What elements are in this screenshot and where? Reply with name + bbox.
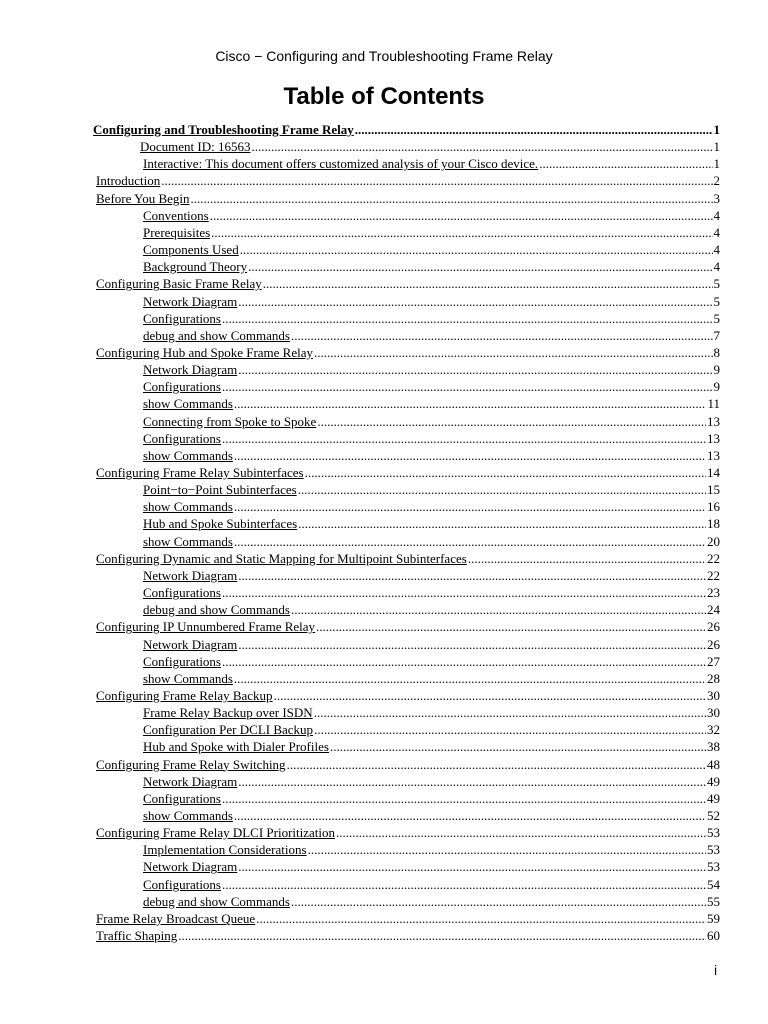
toc-entry-link[interactable]: Configurations: [143, 585, 221, 601]
dot-leader: [305, 464, 706, 481]
toc-page-number: 5: [713, 310, 720, 326]
toc-entry-link[interactable]: Frame Relay Broadcast Queue: [96, 910, 256, 926]
toc-entry[interactable]: [143, 361, 720, 378]
toc-entry-link[interactable]: show Commands: [143, 808, 233, 823]
toc-page-number: 2: [713, 173, 720, 189]
toc-entry-link[interactable]: Configurations: [143, 379, 221, 395]
dot-leader: [222, 584, 706, 601]
toc-page-number: 59: [707, 910, 720, 926]
toc-page-number: 26: [707, 619, 720, 635]
toc-entry[interactable]: [143, 258, 720, 275]
toc-entry[interactable]: [96, 927, 720, 944]
dot-leader: [161, 172, 712, 189]
toc-entry-link[interactable]: Configurations: [143, 876, 221, 892]
toc-page-number: 5: [713, 276, 720, 292]
toc-entry[interactable]: [143, 378, 720, 395]
dot-leader: [211, 224, 712, 241]
toc-entry-link[interactable]: Document ID: 16563: [140, 139, 251, 155]
toc-entry-link[interactable]: Prerequisites: [143, 224, 211, 240]
toc-entry-link[interactable]: Configuring Dynamic and Static Mapping for Multipoint Subinterfaces: [96, 550, 467, 566]
toc-entry[interactable]: [143, 841, 720, 858]
toc-page-number: 30: [707, 687, 720, 703]
toc-entry-link[interactable]: Configurations: [143, 430, 221, 446]
toc-entry[interactable]: [143, 498, 720, 515]
dot-leader: [330, 738, 706, 755]
toc-entry-link[interactable]: Configuring and Troubleshooting Frame Relay: [93, 122, 354, 137]
toc-entry[interactable]: [96, 910, 720, 927]
toc-entry-link[interactable]: show Commands: [143, 533, 233, 549]
toc-page-number: 22: [707, 550, 720, 566]
dot-leader: [314, 704, 706, 721]
toc-entry[interactable]: [143, 430, 720, 447]
toc-entry[interactable]: [143, 601, 720, 618]
toc-page-number: 7: [713, 327, 720, 343]
toc-entry[interactable]: [143, 515, 720, 532]
toc-page-number: 23: [707, 585, 720, 601]
toc-entry[interactable]: [143, 670, 720, 687]
toc-entry-link[interactable]: Configuring Frame Relay Subinterfaces: [96, 465, 304, 480]
toc-entry[interactable]: [143, 893, 720, 910]
running-header: Cisco − Configuring and Troubleshooting Frame Relay: [215, 48, 553, 64]
toc-page-number: 20: [707, 533, 720, 549]
toc-entry-link[interactable]: Background Theory: [143, 259, 248, 275]
toc-page-number: 27: [707, 653, 720, 669]
toc-entry-link[interactable]: Hub and Spoke with Dialer Profiles: [143, 739, 329, 755]
dot-leader: [222, 790, 706, 807]
toc-entry[interactable]: [143, 584, 720, 601]
dot-leader: [256, 910, 706, 927]
toc-entry[interactable]: [143, 533, 720, 550]
toc-entry-link[interactable]: Network Diagram: [143, 636, 238, 652]
dot-leader: [316, 618, 706, 635]
toc-entry[interactable]: [93, 121, 720, 138]
dot-leader: [238, 567, 706, 584]
dot-leader: [178, 927, 706, 944]
toc-entry[interactable]: [143, 721, 720, 738]
toc-page-number: 49: [707, 790, 720, 806]
toc-entry-link[interactable]: Implementation Considerations: [143, 842, 307, 858]
dot-leader: [222, 430, 706, 447]
dot-leader: [240, 241, 713, 258]
dot-leader: [234, 533, 706, 550]
toc-entry[interactable]: [96, 618, 720, 635]
toc-entry-link[interactable]: Conventions: [143, 207, 209, 223]
toc-entry-link[interactable]: Frame Relay Backup over ISDN: [143, 705, 313, 721]
toc-entry-link[interactable]: Hub and Spoke Subinterfaces: [143, 516, 298, 532]
toc-entry[interactable]: [143, 481, 720, 498]
toc-entry[interactable]: [96, 550, 720, 567]
dot-leader: [234, 498, 706, 515]
toc-entry[interactable]: [96, 687, 720, 704]
dot-leader: [222, 653, 706, 670]
toc-entry[interactable]: [143, 738, 720, 755]
dot-leader: [274, 687, 706, 704]
toc-page-number: 52: [707, 808, 720, 823]
dot-leader: [238, 858, 706, 875]
toc-entry[interactable]: [143, 224, 720, 241]
toc-entry[interactable]: [143, 413, 720, 430]
dot-leader: [539, 155, 712, 172]
toc-entry-link[interactable]: Introduction: [96, 173, 161, 189]
toc-entry-link[interactable]: Configurations: [143, 310, 221, 326]
toc-entry[interactable]: [143, 447, 720, 464]
toc-entry-link[interactable]: Before You Begin: [96, 190, 190, 206]
toc-entry[interactable]: [96, 464, 720, 481]
dot-leader: [314, 721, 706, 738]
toc-entry-link[interactable]: Configuring Frame Relay Switching: [96, 756, 286, 772]
toc-page-number: 53: [707, 859, 720, 875]
dot-leader: [291, 601, 706, 618]
toc-entry[interactable]: [96, 756, 720, 773]
dot-leader: [355, 121, 713, 138]
dot-leader: [234, 807, 706, 824]
toc-page-number: 9: [713, 379, 720, 395]
toc-entry[interactable]: [143, 653, 720, 670]
dot-leader: [298, 515, 706, 532]
toc-entry-link[interactable]: Configuring Hub and Spoke Frame Relay: [96, 344, 313, 360]
page-title: Table of Contents: [283, 83, 485, 110]
toc-entry-link[interactable]: Configuring IP Unnumbered Frame Relay: [96, 619, 316, 635]
toc-entry-link[interactable]: Components Used: [143, 242, 239, 258]
toc-entry-link[interactable]: show Commands: [143, 670, 233, 686]
page-number: i: [714, 962, 718, 978]
toc-page-number: 5: [713, 293, 720, 309]
toc-page-number: 53: [707, 842, 720, 858]
dot-leader: [317, 413, 706, 430]
toc-entry-link[interactable]: Configurations: [143, 790, 221, 806]
toc-page-number: 54: [707, 876, 720, 892]
dot-leader: [238, 361, 712, 378]
toc-page-number: 26: [707, 636, 720, 652]
toc-entry-link[interactable]: Network Diagram: [143, 859, 238, 875]
toc-entry-link[interactable]: show Commands: [143, 396, 233, 412]
toc-page-number: 8: [713, 344, 720, 360]
dot-leader: [248, 258, 712, 275]
toc-entry[interactable]: [143, 293, 720, 310]
toc-page-number: 9: [713, 362, 720, 378]
dot-leader: [314, 344, 713, 361]
dot-leader: [336, 824, 706, 841]
dot-leader: [263, 275, 713, 292]
toc-entry[interactable]: [143, 395, 720, 412]
toc-page-number: 1: [713, 122, 720, 137]
toc-entry-link[interactable]: Configuring Frame Relay Backup: [96, 687, 273, 703]
toc-page-number: 4: [713, 259, 720, 275]
toc-entry-link[interactable]: Configuration Per DCLI Backup: [143, 722, 314, 738]
toc-page-number: 1: [713, 156, 720, 172]
dot-leader: [238, 293, 712, 310]
dot-leader: [234, 447, 706, 464]
dot-leader: [298, 481, 706, 498]
toc-page-number: 11: [707, 396, 720, 412]
dot-leader: [234, 395, 707, 412]
toc-page-number: 14: [707, 465, 720, 480]
toc-entry-link[interactable]: Traffic Shaping: [96, 928, 178, 944]
dot-leader: [251, 138, 712, 155]
dot-leader: [238, 773, 706, 790]
toc-page-number: 48: [707, 756, 720, 772]
toc-entry[interactable]: [96, 824, 720, 841]
toc-entry-link[interactable]: Interactive: This document offers customized analysis of your Cisco device.: [143, 156, 539, 172]
toc-entry[interactable]: [96, 344, 720, 361]
toc-entry-link[interactable]: Network Diagram: [143, 773, 238, 789]
toc-entry[interactable]: [143, 567, 720, 584]
toc-entry[interactable]: [96, 275, 720, 292]
toc-page-number: 28: [707, 670, 720, 686]
toc-entry-link[interactable]: Configurations: [143, 653, 221, 669]
toc-page-number: 38: [707, 739, 720, 755]
toc-page-number: 13: [707, 413, 720, 429]
toc-entry-link[interactable]: Network Diagram: [143, 362, 238, 378]
dot-leader: [238, 636, 706, 653]
dot-leader: [308, 841, 706, 858]
dot-leader: [210, 207, 713, 224]
toc-entry-link[interactable]: Network Diagram: [143, 293, 238, 309]
toc-page-number: 4: [713, 207, 720, 223]
toc-entry[interactable]: [143, 704, 720, 721]
toc-page-number: 15: [707, 482, 720, 498]
dot-leader: [291, 327, 713, 344]
toc-entry-link[interactable]: show Commands: [143, 447, 233, 463]
toc-page-number: 60: [707, 928, 720, 944]
toc-entry-link[interactable]: Connecting from Spoke to Spoke: [143, 413, 317, 429]
toc-entry-link[interactable]: debug and show Commands: [143, 893, 290, 909]
toc-page-number: 49: [707, 773, 720, 789]
toc-entry-link[interactable]: Point−to−Point Subinterfaces: [143, 482, 297, 498]
toc-entry[interactable]: [143, 858, 720, 875]
toc-entry[interactable]: [143, 327, 720, 344]
toc-entry[interactable]: [143, 155, 720, 172]
toc-entry[interactable]: [143, 310, 720, 327]
toc-page-number: 24: [707, 602, 720, 618]
toc-entry-link[interactable]: debug and show Commands: [143, 602, 290, 618]
dot-leader: [222, 378, 713, 395]
toc-entry[interactable]: [143, 207, 720, 224]
toc-page-number: 22: [707, 567, 720, 583]
toc-entry[interactable]: [143, 636, 720, 653]
dot-leader: [287, 756, 706, 773]
toc-entry[interactable]: [143, 241, 720, 258]
toc-page-number: 53: [707, 825, 720, 841]
toc-entry[interactable]: [143, 807, 720, 824]
toc-page-number: 16: [707, 499, 720, 515]
toc-page-number: 3: [713, 190, 720, 206]
toc-page-number: 13: [707, 447, 720, 463]
toc-page-number: 18: [707, 516, 720, 532]
dot-leader: [234, 670, 706, 687]
toc-entry[interactable]: [96, 190, 720, 207]
toc-entry[interactable]: [143, 876, 720, 893]
dot-leader: [468, 550, 706, 567]
toc-entry-link[interactable]: Configuring Frame Relay DLCI Prioritization: [96, 825, 336, 841]
toc-entry-link[interactable]: debug and show Commands: [143, 327, 290, 343]
dot-leader: [291, 893, 706, 910]
dot-leader: [222, 876, 706, 893]
toc-entry-link[interactable]: Configuring Basic Frame Relay: [96, 276, 262, 292]
toc-page-number: 1: [713, 139, 720, 155]
toc-entry[interactable]: [143, 790, 720, 807]
toc-entry[interactable]: [143, 773, 720, 790]
dot-leader: [191, 190, 713, 207]
toc-page-number: 13: [707, 430, 720, 446]
toc-entry-link[interactable]: show Commands: [143, 499, 233, 515]
toc-page-number: 4: [713, 224, 720, 240]
toc-page-number: 30: [707, 705, 720, 721]
toc-page-number: 4: [713, 242, 720, 258]
dot-leader: [222, 310, 713, 327]
toc-entry[interactable]: [96, 172, 720, 189]
toc-entry[interactable]: [140, 138, 720, 155]
toc-page-number: 55: [707, 893, 720, 909]
toc-page-number: 32: [707, 722, 720, 738]
toc-entry-link[interactable]: Network Diagram: [143, 567, 238, 583]
